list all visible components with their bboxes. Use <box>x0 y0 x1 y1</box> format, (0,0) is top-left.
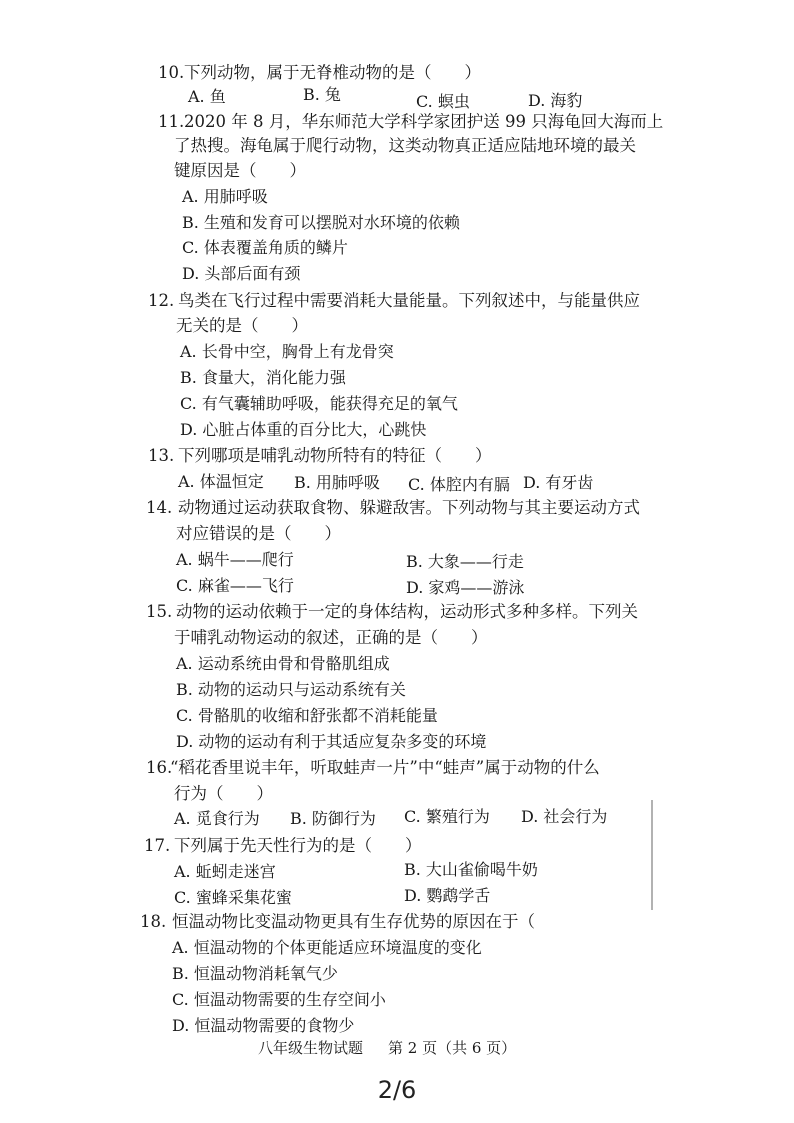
question-12-option-a: A. 长骨中空，胸骨上有龙骨突 <box>180 342 394 361</box>
question-12-stem-line-2: 无关的是（ ） <box>176 316 308 335</box>
question-16-option-c: C. 繁殖行为 <box>404 807 490 826</box>
question-12-option-d: D. 心脏占体重的百分比大，心跳快 <box>180 420 427 439</box>
question-16-option-d: D. 社会行为 <box>521 807 608 826</box>
question-15-option-c: C. 骨骼肌的收缩和舒张都不消耗能量 <box>176 706 438 725</box>
question-16-option-b: B. 防御行为 <box>290 809 376 828</box>
question-11-stem-line-3: 键原因是（ ） <box>174 161 306 180</box>
question-11-stem-line-1: 2020 年 8 月，华东师范大学科学家团护送 99 只海龟回大海而上 <box>184 112 664 131</box>
question-17-number: 17. <box>144 836 171 855</box>
question-17-option-a: A. 蚯蚓走迷宫 <box>174 862 276 881</box>
question-18-number: 18. <box>140 912 167 931</box>
question-16-option-a: A. 觅食行为 <box>174 809 260 828</box>
question-16-stem-line-2: 行为（ ） <box>174 784 273 803</box>
question-15-option-b: B. 动物的运动只与运动系统有关 <box>176 680 406 699</box>
question-12-option-b: B. 食量大，消化能力强 <box>180 368 346 387</box>
question-11-option-c: C. 体表覆盖角质的鳞片 <box>182 238 348 257</box>
question-17-option-b: B. 大山雀偷喝牛奶 <box>404 860 538 879</box>
question-11-number: 11. <box>158 112 185 131</box>
question-10-option-c: C. 螟虫 <box>416 92 470 111</box>
question-11-option-a: A. 用肺呼吸 <box>182 187 268 206</box>
question-15-stem-line-2: 于哺乳动物运动的叙述，正确的是（ ） <box>174 628 488 647</box>
scan-edge-mark <box>651 800 653 910</box>
footer-title: 八年级生物试题 <box>258 1039 364 1057</box>
question-12-number: 12. <box>148 291 175 310</box>
question-10-number: 10. <box>158 63 185 82</box>
question-14-option-b: B. 大象——行走 <box>406 552 524 571</box>
question-16-stem-line-1: “稻花香里说丰年，听取蛙声一片”中“蛙声”属于动物的什么 <box>170 758 600 777</box>
question-11-option-d: D. 头部后面有颈 <box>182 264 301 283</box>
question-18-option-b: B. 恒温动物消耗氧气少 <box>172 964 338 983</box>
question-17-option-c: C. 蜜蜂采集花蜜 <box>174 888 292 907</box>
question-17-stem: 下列属于先天性行为的是（ ） <box>174 836 422 855</box>
question-10-stem: 下列动物，属于无脊椎动物的是（ ） <box>184 63 481 82</box>
question-13-stem: 下列哪项是哺乳动物所特有的特征（ ） <box>178 446 492 465</box>
question-14-option-d: D. 家鸡——游泳 <box>406 578 525 597</box>
question-11-option-b: B. 生殖和发育可以摆脱对水环境的依赖 <box>182 213 460 232</box>
question-14-option-c: C. 麻雀——飞行 <box>176 576 294 595</box>
question-16-number: 16. <box>146 758 173 777</box>
question-15-stem-line-1: 动物的运动依赖于一定的身体结构，运动形式多种多样。下列关 <box>176 602 638 621</box>
question-13-number: 13. <box>148 446 175 465</box>
page-indicator: 2/6 <box>377 1076 417 1104</box>
question-13-option-b: B. 用肺呼吸 <box>294 473 380 492</box>
question-14-option-a: A. 蜗牛——爬行 <box>176 550 294 569</box>
question-18-option-d: D. 恒温动物需要的食物少 <box>172 1016 355 1035</box>
question-18-stem: 恒温动物比变温动物更具有生存优势的原因在于（ <box>172 912 535 931</box>
question-11-stem-line-2: 了热搜。海龟属于爬行动物，这类动物真正适应陆地环境的最关 <box>174 136 636 155</box>
question-15-number: 15. <box>146 602 173 621</box>
question-17-option-d: D. 鹦鹉学舌 <box>404 886 491 905</box>
question-15-option-d: D. 动物的运动有利于其适应复杂多变的环境 <box>176 732 487 751</box>
question-13-option-c: C. 体腔内有膈 <box>408 475 510 494</box>
question-15-option-a: A. 运动系统由骨和骨骼肌组成 <box>176 654 390 673</box>
question-12-stem-line-1: 鸟类在飞行过程中需要消耗大量能量。下列叙述中，与能量供应 <box>178 291 640 310</box>
question-14-stem-line-1: 动物通过运动获取食物、躲避敌害。下列动物与其主要运动方式 <box>178 498 640 517</box>
question-18-option-a: A. 恒温动物的个体更能适应环境温度的变化 <box>172 938 482 957</box>
question-10-option-b: B. 兔 <box>303 85 341 104</box>
question-12-option-c: C. 有气囊辅助呼吸，能获得充足的氧气 <box>180 394 458 413</box>
question-18-option-c: C. 恒温动物需要的生存空间小 <box>172 990 386 1009</box>
question-13-option-d: D. 有牙齿 <box>523 473 594 492</box>
question-14-number: 14. <box>146 498 173 517</box>
footer-page-info: 第 2 页（共 6 页） <box>388 1039 517 1057</box>
question-10-option-d: D. 海豹 <box>528 91 583 110</box>
question-14-stem-line-2: 对应错误的是（ ） <box>176 524 341 543</box>
question-10-option-a: A. 鱼 <box>188 87 226 106</box>
question-13-option-a: A. 体温恒定 <box>178 472 264 491</box>
